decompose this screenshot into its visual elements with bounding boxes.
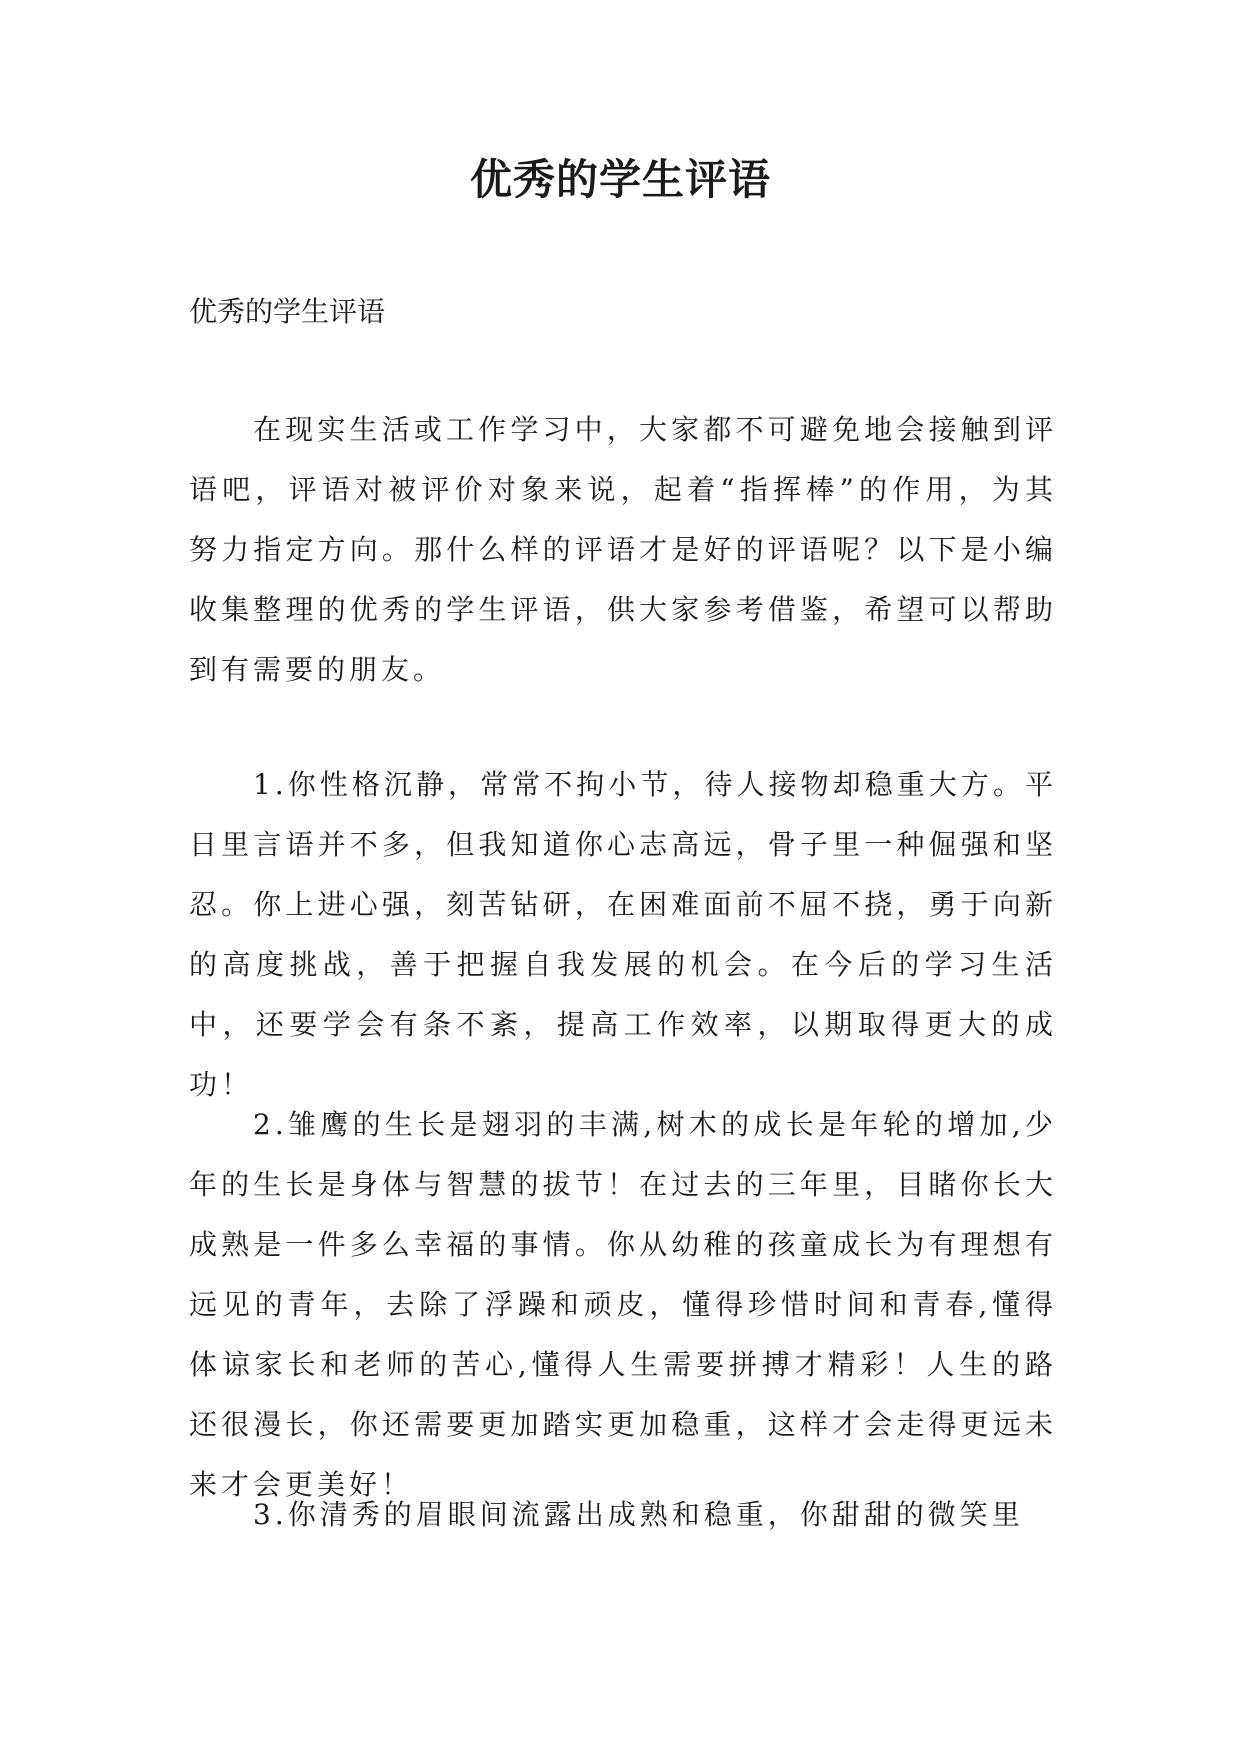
document-title: 优秀的学生评语: [469, 155, 771, 204]
comment-item-1: 1.你性格沉静，常常不拘小节，待人接物却稳重大方。平日里言语并不多，但我知道你心志高远，骨子里一种倔强和坚忍。你上进心强，刻苦钻研，在困难面前不屈不挠，勇于向新的高度挑战，善于把握自我发展的机会。在今后的学习生活中，还要学会有条不紊，提高工作效率，以期取得更大的成功！: [189, 768, 1057, 1101]
comment-item-2: 2.雏鹰的生长是翅羽的丰满,树木的成长是年轮的增加,少年的生长是身体与智慧的拔节！在过去的三年里，目睹你长大成熟是一件多么幸福的事情。你从幼稚的孩童成长为有理想有远见的青年，去除了浮躁和顽皮，懂得珍惜时间和青春,懂得体谅家长和老师的苦心,懂得人生需要拼搏才精彩！人生的路还很漫长，你还需要更加踏实更加稳重，这样才会走得更远未来才会更美好！: [189, 1108, 1057, 1501]
intro-paragraph: 在现实生活或工作学习中，大家都不可避免地会接触到评语吧，评语对被评价对象来说，起着“指挥棒”的作用，为其努力指定方向。那什么样的评语才是好的评语呢？以下是小编收集整理的优秀的学生评语，供大家参考借鉴，希望可以帮助到有需要的朋友。: [189, 413, 1057, 686]
document-subtitle: 优秀的学生评语: [189, 295, 386, 328]
comment-item-3: 3.你清秀的眉眼间流露出成熟和稳重，你甜甜的微笑里: [253, 1498, 1024, 1531]
